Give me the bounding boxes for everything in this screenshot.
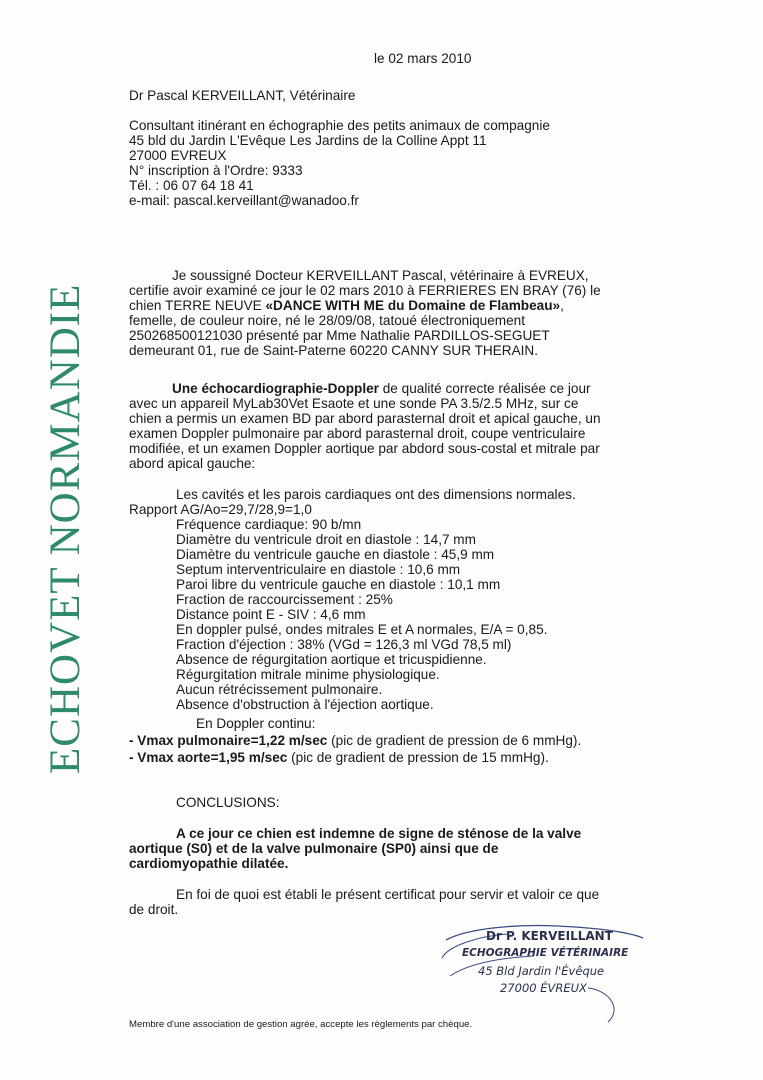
intro-paragraph	[129, 268, 601, 358]
measure-item: Fraction de raccourcissement : 25%	[176, 592, 393, 607]
measure-item: Aucun rétrécissement pulmonaire.	[176, 682, 383, 697]
vmax-aorte-line	[129, 750, 549, 765]
conclusion-line: cardiomyopathie dilatée.	[129, 856, 289, 871]
address-line: N° inscription à l'Ordre: 9333	[129, 163, 303, 178]
intro-line: certifie avoir examiné ce jour le 02 mars 2010 à FERRIERES EN BRAY (76) le	[129, 283, 601, 298]
intro-line: femelle, de couleur noire, né le 28/09/08, tatoué électroniquement	[129, 313, 525, 328]
measure-item: Diamètre du ventricule droit en diastole : 14,7 mm	[176, 532, 476, 547]
address-line: Tél. : 06 07 64 18 41	[129, 178, 254, 193]
vmax-aorte-detail: (pic de gradient de pression de 15 mmHg).	[287, 750, 549, 765]
intro-text: chien TERRE NEUVE	[129, 298, 266, 313]
measures-list	[176, 517, 547, 712]
exam-paragraph	[129, 381, 601, 471]
stamp-line: 27000 ÉVREUX	[500, 981, 587, 995]
measure-item: Fraction d'éjection : 38% (VGd = 126,3 ml VGd 78,5 ml)	[176, 637, 512, 652]
doctor-line: Dr Pascal KERVEILLANT, Vétérinaire	[129, 88, 356, 103]
address-line: Consultant itinérant en échographie des petits animaux de compagnie	[129, 118, 550, 133]
vet-stamp	[438, 918, 658, 1030]
measure-item: En doppler pulsé, ondes mitrales E et A normales, E/A = 0,85.	[176, 622, 548, 637]
measure-item: Septum interventriculaire en diastole : 10,6 mm	[176, 562, 461, 577]
exam-text: de qualité correcte réalisée ce jour	[378, 381, 591, 396]
exam-line: examen Doppler pulmonaire par abord parasternal droit, coupe ventriculaire	[129, 426, 586, 441]
exam-line: avec un appareil MyLab30Vet Esaote et une sonde PA 3.5/2.5 MHz, sur ce	[129, 396, 579, 411]
ratio-line: Rapport AG/Ao=29,7/28,9=1,0	[129, 502, 312, 517]
conclusions-heading: CONCLUSIONS:	[176, 795, 280, 810]
exam-line	[129, 381, 601, 396]
closing-line: de droit.	[129, 902, 179, 917]
exam-line: abord apical gauche:	[129, 456, 256, 471]
intro-line: 250268500121030 présenté par Mme Nathalie PARDILLOS-SEGUET	[129, 328, 550, 343]
vmax-aorte: - Vmax aorte=1,95 m/sec	[129, 750, 288, 765]
results-intro: Les cavités et les parois cardiaques ont des dimensions normales.	[176, 487, 576, 502]
measure-item: Distance point E - SIV : 4,6 mm	[176, 607, 366, 622]
closing-line: En foi de quoi est établi le présent certificat pour servir et valoir ce que	[176, 887, 600, 902]
email-line: e-mail: pascal.kerveillant@wanadoo.fr	[129, 193, 359, 208]
intro-line: Je soussigné Docteur KERVEILLANT Pascal, vétérinaire à EVREUX,	[172, 268, 589, 283]
dog-name: «DANCE WITH ME du Domaine de Flambeau»	[265, 298, 561, 313]
vmax-pulmonaire: - Vmax pulmonaire=1,22 m/sec	[129, 733, 328, 748]
address-line: 27000 EVREUX	[129, 148, 227, 163]
intro-text: ,	[560, 298, 564, 313]
stamp-line: ECHOGRAPHIE VÉTÉRINAIRE	[462, 947, 629, 959]
exam-line: chien a permis un examen BD par abord parasternal droit et apical gauche, un	[129, 411, 601, 426]
conclusions-text	[129, 826, 581, 871]
vmax-pulmonaire-detail: (pic de gradient de pression de 6 mmHg).	[327, 733, 582, 748]
vmax-pulmonaire-line	[129, 733, 581, 748]
sidebar-brand: ECHOVET NORMANDIE	[42, 283, 89, 774]
closing-text	[129, 887, 599, 917]
measure-item: Fréquence cardiaque: 90 b/mn	[176, 517, 362, 532]
stamp-line: 45 Bld Jardin l'Évêque	[478, 964, 605, 978]
measure-item: Diamètre du ventricule gauche en diastole : 45,9 mm	[176, 547, 495, 562]
measure-item: Absence de régurgitation aortique et tricuspidienne.	[176, 652, 487, 667]
exam-line: modifiée, et un examen Doppler aortique par abdord sous-costal et mitrale par	[129, 441, 600, 456]
conclusion-line: aortique (S0) et de la valve pulmonaire (SP0) ainsi que de	[129, 841, 499, 856]
address-block	[129, 118, 550, 208]
measure-item: Absence d'obstruction à l'éjection aortique.	[176, 697, 434, 712]
exam-title: Une échocardiographie-Doppler	[172, 381, 379, 396]
intro-line: demeurant 01, rue de Saint-Paterne 60220 CANNY SUR THERAIN.	[129, 343, 539, 358]
doppler-heading: En Doppler continu:	[196, 716, 316, 731]
footer-note: Membre d'une association de gestion agrée, accepte les règlements par chèque.	[129, 1019, 473, 1030]
measure-item: Régurgitation mitrale minime physiologique.	[176, 667, 440, 682]
stamp-line: Dr P. KERVEILLANT	[486, 929, 613, 943]
measure-item: Paroi libre du ventricule gauche en diastole : 10,1 mm	[176, 577, 501, 592]
intro-line	[129, 298, 601, 313]
letter-date: le 02 mars 2010	[374, 51, 472, 66]
conclusion-line: A ce jour ce chien est indemne de signe de sténose de la valve	[176, 826, 582, 841]
address-line: 45 bld du Jardin L'Evêque Les Jardins de la Colline Appt 11	[129, 133, 487, 148]
